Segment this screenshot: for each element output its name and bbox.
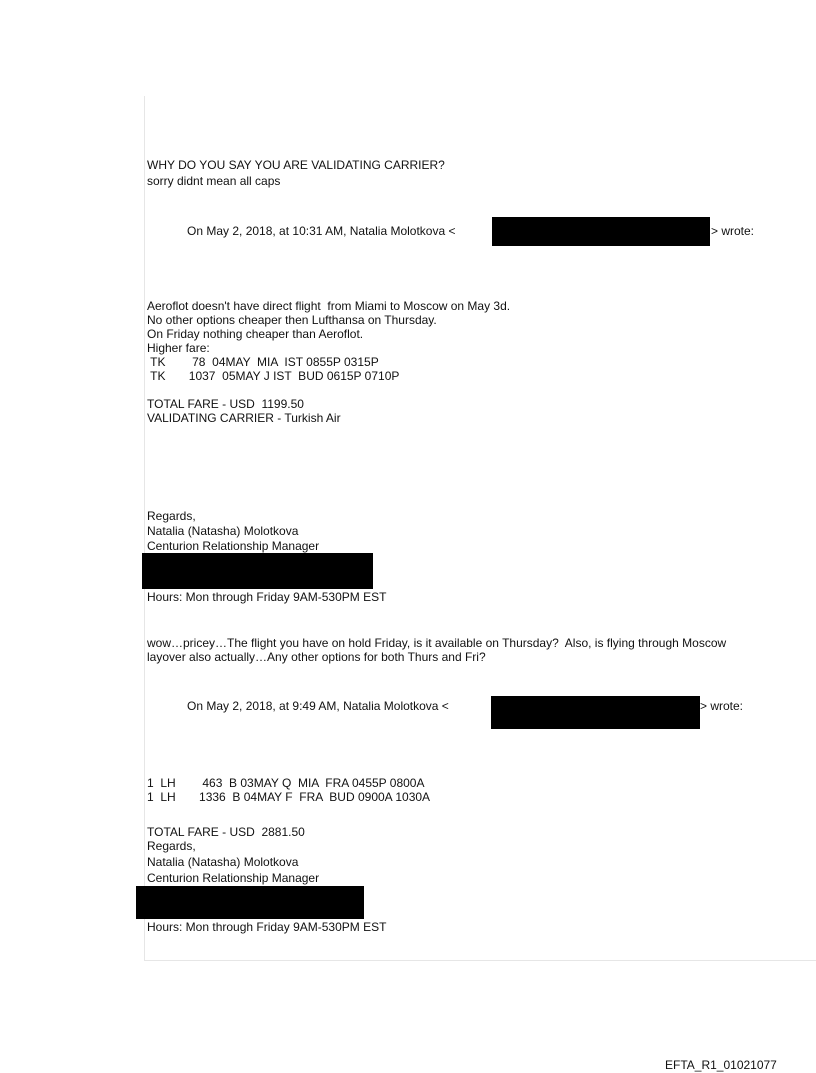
signature-name: Natalia (Natasha) Molotkova (147, 855, 299, 869)
itinerary-line: 1 LH 463 B 03MAY Q MIA FRA 0455P 0800A (147, 776, 425, 790)
itinerary-line: TK 78 04MAY MIA IST 0855P 0315P (147, 355, 379, 369)
quote2-header-prefix: On May 2, 2018, at 9:49 AM, Natalia Molotkova < (187, 699, 449, 713)
quote1-line: Higher fare: (147, 341, 210, 355)
quote1-line: No other options cheaper then Lufthansa on Thursday. (147, 313, 437, 327)
quote1-line: Aeroflot doesn't have direct flight from Miami to Moscow on May 3d. (147, 299, 511, 313)
email-body-line: sorry didnt mean all caps (147, 174, 281, 188)
quote1-header-prefix: On May 2, 2018, at 10:31 AM, Natalia Molotkova < (187, 224, 456, 238)
email2-line: wow…pricey…The flight you have on hold Friday, is it available on Thursday? Also, is flying through Moscow (147, 636, 727, 650)
signature-regards: Regards, (147, 839, 196, 853)
signature-title: Centurion Relationship Manager (147, 539, 320, 553)
email-subject-line: WHY DO YOU SAY YOU ARE VALIDATING CARRIER? (147, 158, 445, 172)
signature-hours: Hours: Mon through Friday 9AM-530PM EST (147, 920, 387, 934)
redaction-box (492, 217, 710, 246)
signature-hours: Hours: Mon through Friday 9AM-530PM EST (147, 590, 387, 604)
email2-line: layover also actually…Any other options for both Thurs and Fri? (147, 650, 486, 664)
validating-carrier: VALIDATING CARRIER - Turkish Air (147, 411, 341, 425)
quote2-header-suffix: > wrote: (700, 699, 744, 713)
signature-regards: Regards, (147, 509, 196, 523)
signature-title: Centurion Relationship Manager (147, 871, 320, 885)
redaction-box (491, 696, 700, 729)
document-id: EFTA_R1_01021077 (665, 1058, 777, 1072)
quote1-header-suffix: > wrote: (711, 224, 755, 238)
total-fare: TOTAL FARE - USD 2881.50 (147, 825, 305, 839)
quote1-line: On Friday nothing cheaper than Aeroflot. (147, 327, 364, 341)
itinerary-line: TK 1037 05MAY J IST BUD 0615P 0710P (147, 369, 400, 383)
total-fare: TOTAL FARE - USD 1199.50 (147, 397, 304, 411)
signature-name: Natalia (Natasha) Molotkova (147, 524, 299, 538)
redaction-box (142, 553, 373, 589)
itinerary-line: 1 LH 1336 B 04MAY F FRA BUD 0900A 1030A (147, 790, 431, 804)
redaction-box (136, 886, 364, 919)
